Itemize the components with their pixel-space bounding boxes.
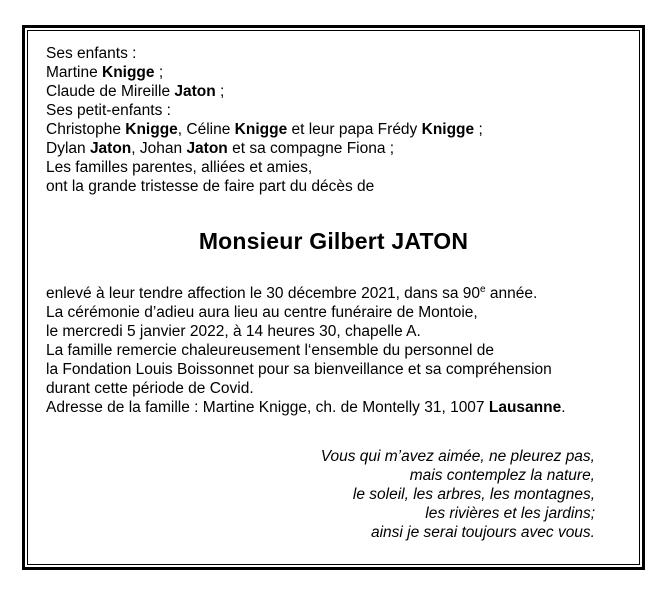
text-line: Adresse de la famille : Martine Knigge, ch. de Montelly 31, 1007 Lausanne. bbox=[46, 399, 566, 416]
text-line: Dylan Jaton, Johan Jaton et sa compagne Fiona ; bbox=[46, 140, 395, 157]
text-line: mais contemplez la nature, bbox=[409, 467, 595, 484]
memorial-poem-section bbox=[46, 447, 639, 542]
text-line: La cérémonie d’adieu aura lieu au centre funéraire de Montoie, bbox=[46, 304, 478, 321]
document-inner-border bbox=[27, 30, 640, 565]
text-line: Christophe Knigge, Céline Knigge et leur papa Frédy Knigge ; bbox=[46, 121, 483, 138]
text-line: ont la grande tristesse de faire part du décès de bbox=[46, 178, 375, 195]
text-line: Ses petit-enfants : bbox=[46, 102, 171, 119]
text-line: Ses enfants : bbox=[46, 45, 137, 62]
deceased-name-title: Monsieur Gilbert JATON bbox=[198, 228, 469, 254]
document-outer-border bbox=[22, 25, 645, 570]
family-intro-section bbox=[46, 44, 639, 196]
text-line: ainsi je serai toujours avec vous. bbox=[370, 524, 595, 541]
text-line: Martine Knigge ; bbox=[46, 64, 164, 81]
text-line: Claude de Mireille Jaton ; bbox=[46, 83, 225, 100]
text-line: enlevé à leur tendre affection le 30 décembre 2021, dans sa 90e année. bbox=[46, 283, 538, 302]
text-line: les rivières et les jardins; bbox=[425, 505, 595, 522]
document-content bbox=[28, 31, 639, 564]
announcement-body-section bbox=[46, 284, 639, 417]
text-line: Les familles parentes, alliées et amies, bbox=[46, 159, 313, 176]
text-line: durant cette période de Covid. bbox=[46, 380, 254, 397]
text-line: La famille remercie chaleureusement l‘ensemble du personnel de bbox=[46, 342, 495, 359]
text-line: le mercredi 5 janvier 2022, à 14 heures 30, chapelle A. bbox=[46, 323, 421, 340]
text-line: la Fondation Louis Boissonnet pour sa bienveillance et sa compréhension bbox=[46, 361, 552, 378]
text-line: Vous qui m’avez aimée, ne pleurez pas, bbox=[320, 448, 595, 465]
text-line: le soleil, les arbres, les montagnes, bbox=[352, 486, 595, 503]
